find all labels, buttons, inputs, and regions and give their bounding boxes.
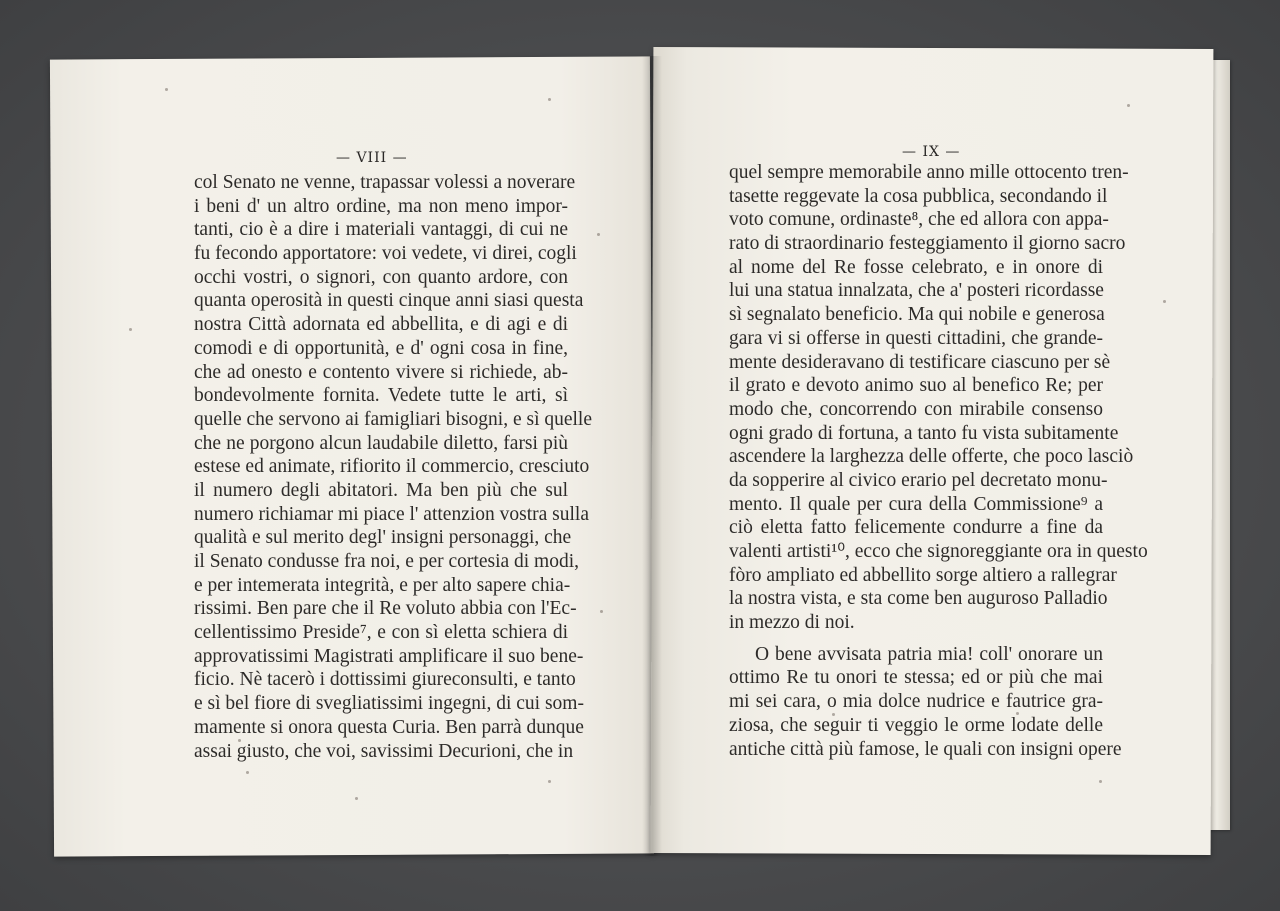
paragraph-gap [729,635,1103,643]
text-line: assai giusto, che voi, savissimi Decurioni, che in [194,740,574,762]
text-line: ottimo Re tu onori te stessa; ed or più che mai [729,667,1103,689]
text-line: che ad onesto e contento vivere si richiede, ab- [194,361,568,383]
text-line: voto comune, ordinaste⁸, che ed allora con appa- [729,209,1109,231]
text-line: ogni grado di fortuna, a tanto fu vista subitamente [729,422,1119,444]
text-line: il grato e devoto animo suo al benefico Re; per [729,375,1103,397]
text-line: occhi vostri, o signori, con quanto ardore, con [194,266,568,288]
text-line: e per intemerata integrità, e per alto sapere chia- [194,574,571,596]
text-line: numero richiamar mi piace l' attenzion vostra sulla [194,503,589,525]
text-line: fòro ampliato ed abbellito sorge altiero a rallegrar [729,564,1117,586]
text-line: ascendere la larghezza delle offerte, che poco lasciò [729,446,1134,468]
paragraph-1 [729,161,1148,635]
text-line: che ne porgono alcun laudabile diletto, farsi più [194,432,568,454]
text-line: O bene avvisata patria mia! coll' onorare un [755,643,1103,665]
text-line: modo che, concorrendo con mirabile consenso [729,398,1103,420]
text-line: ziosa, che seguir ti veggio le orme lodate delle [729,714,1103,736]
text-line: fu fecondo apportatore: voi vedete, vi direi, cogli [194,243,577,265]
text-line: da sopperire al civico erario pel decretato monu- [729,469,1108,491]
text-line: col Senato ne venne, trapassar volessi a noverare [194,172,576,193]
text-line: il Senato condusse fra noi, e per cortesia di modi, [194,551,580,572]
text-line: valenti artisti¹⁰, ecco che signoreggiante ora in questo [729,541,1148,562]
text-line: ciò eletta fatto felicemente condurre a fine da [729,517,1103,539]
text-line: estese ed animate, rifiorito il commercio, cresciuto [194,456,590,478]
text-line: lui una statua innalzata, che a' posteri ricordasse [729,280,1104,302]
page-number-left: — VIII — [336,150,408,166]
text-line: mi sei cara, o mia dolce nudrice e fautrice gra- [729,691,1103,713]
text-line: la nostra vista, e sta come ben auguroso Palladio [729,588,1108,610]
paragraph-2 [729,643,1122,761]
text-line: quanta operosità in questi cinque anni siasi questa [194,290,584,312]
text-line: in mezzo di noi. [729,612,855,634]
text-line: cellentissimo Preside⁷, e con sì eletta schiera di [194,622,568,644]
text-line: comodi e di opportunità, e d' ogni cosa in fine, [194,337,568,359]
left-page-text [194,171,593,763]
text-line: approvatissimi Magistrati amplificare il suo bene- [194,645,584,667]
text-line: e sì bel fiore di svegliatissimi ingegni, di cui som- [194,693,584,715]
text-line: i beni d' un altro ordine, ma non meno impor- [194,195,568,217]
text-line: mento. Il quale per cura della Commissione⁹ a [729,493,1103,515]
text-line: nostra Città adornata ed abbellita, e di agi e di [194,314,568,336]
text-line: quelle che servono ai famigliari bisogni, e sì quelle [194,408,593,430]
text-line: rato di straordinario festeggiamento il giorno sacro [729,233,1126,255]
text-line: bondevolmente fornita. Vedete tutte le arti, sì [194,385,568,407]
text-line: sì segnalato beneficio. Ma qui nobile e generosa [729,304,1105,326]
text-line: gara vi si offerse in questi cittadini, che grande- [729,327,1103,349]
text-line: quel sempre memorabile anno mille ottocento tren- [729,162,1129,183]
text-line: rissimi. Ben pare che il Re voluto abbia con l'Ec- [194,598,577,620]
text-line: il numero degli abitatori. Ma ben più che sul [194,479,568,501]
text-line: antiche città più famose, le quali con insigni opere [729,738,1122,760]
text-line: al nome del Re fosse celebrato, e in onore di [729,256,1103,278]
page-number-right: — IX — [902,144,961,160]
text-line: mamente si onora questa Curia. Ben parrà dunque [194,716,584,738]
text-line: qualità e sul merito degl' insigni personaggi, che [194,527,572,549]
right-page-text [729,161,1148,761]
text-line: tasette reggevate la cosa pubblica, secondando il [729,185,1108,207]
text-line: tanti, cio è a dire i materiali vantaggi, di cui ne [194,219,568,241]
text-line: ficio. Nè tacerò i dottissimi giureconsulti, e tanto [194,669,576,691]
text-line: mente desideravano di testificare ciascuno per sè [729,351,1111,373]
book-gutter [642,56,662,856]
